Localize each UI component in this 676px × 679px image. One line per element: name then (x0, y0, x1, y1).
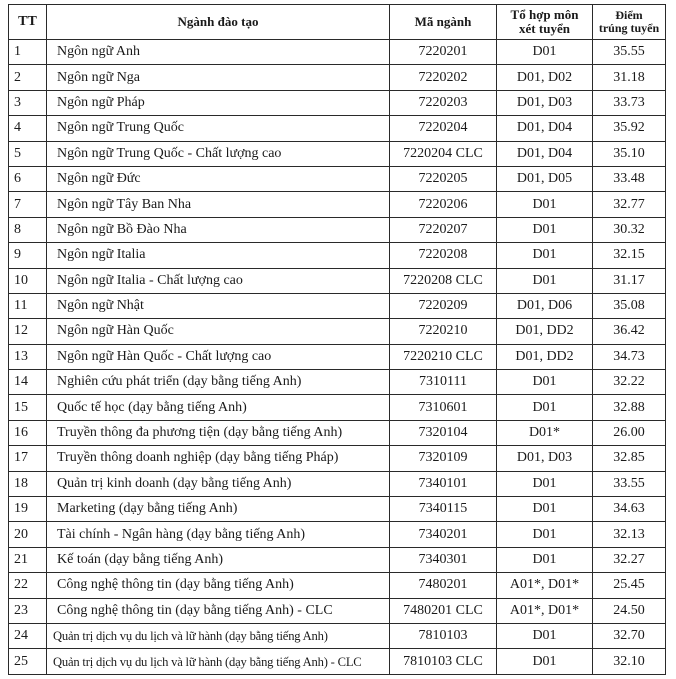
header-combo-line1: Tổ hợp môn (510, 7, 579, 22)
major-code: 7220207 (390, 217, 497, 242)
row-number: 12 (9, 319, 47, 344)
admission-score: 24.50 (593, 598, 666, 623)
major-name: Ngôn ngữ Nhật (47, 293, 390, 318)
major-name: Ngôn ngữ Tây Ban Nha (47, 192, 390, 217)
table-row (9, 446, 666, 471)
major-code: 7220202 (390, 65, 497, 90)
table-row (9, 344, 666, 369)
subject-combination: D01, DD2 (497, 319, 593, 344)
table-row (9, 395, 666, 420)
table-row (9, 598, 666, 623)
row-number: 14 (9, 370, 47, 395)
table-row (9, 547, 666, 572)
major-code: 7220204 (390, 116, 497, 141)
admission-score: 35.08 (593, 293, 666, 318)
subject-combination: D01, D03 (497, 446, 593, 471)
admission-score: 32.85 (593, 446, 666, 471)
major-name: Ngôn ngữ Bồ Đào Nha (47, 217, 390, 242)
subject-combination: D01, D04 (497, 116, 593, 141)
major-name: Quản trị dịch vụ du lịch và lữ hành (dạy bằng tiếng Anh) - CLC (47, 649, 390, 674)
major-code: 7480201 (390, 573, 497, 598)
table-row (9, 293, 666, 318)
row-number: 24 (9, 623, 47, 648)
table-row (9, 623, 666, 648)
admission-score: 33.73 (593, 90, 666, 115)
admission-score: 25.45 (593, 573, 666, 598)
table-row (9, 370, 666, 395)
row-number: 11 (9, 293, 47, 318)
row-number: 17 (9, 446, 47, 471)
major-code: 7220204 CLC (390, 141, 497, 166)
admission-score: 32.10 (593, 649, 666, 674)
major-name: Ngôn ngữ Italia (47, 243, 390, 268)
subject-combination: D01, D03 (497, 90, 593, 115)
major-name: Nghiên cứu phát triển (dạy bằng tiếng Anh) (47, 370, 390, 395)
admission-score: 32.27 (593, 547, 666, 572)
row-number: 23 (9, 598, 47, 623)
table-row (9, 166, 666, 191)
admission-score: 33.55 (593, 471, 666, 496)
row-number: 20 (9, 522, 47, 547)
table-row (9, 116, 666, 141)
table-row (9, 497, 666, 522)
row-number: 16 (9, 420, 47, 445)
admission-score: 32.22 (593, 370, 666, 395)
subject-combination: D01 (497, 649, 593, 674)
major-name: Ngôn ngữ Hàn Quốc (47, 319, 390, 344)
admission-score: 31.18 (593, 65, 666, 90)
major-code: 7220209 (390, 293, 497, 318)
subject-combination: D01, D02 (497, 65, 593, 90)
subject-combination: D01 (497, 40, 593, 65)
subject-combination: D01 (497, 497, 593, 522)
table-row (9, 573, 666, 598)
admission-score: 32.88 (593, 395, 666, 420)
subject-combination: D01 (497, 522, 593, 547)
subject-combination: D01, D06 (497, 293, 593, 318)
row-number: 19 (9, 497, 47, 522)
table-row (9, 90, 666, 115)
subject-combination: A01*, D01* (497, 598, 593, 623)
row-number: 18 (9, 471, 47, 496)
major-code: 7220203 (390, 90, 497, 115)
row-number: 7 (9, 192, 47, 217)
admission-score: 32.15 (593, 243, 666, 268)
major-code: 7320109 (390, 446, 497, 471)
major-code: 7480201 CLC (390, 598, 497, 623)
table-row (9, 649, 666, 674)
major-name: Ngôn ngữ Italia - Chất lượng cao (47, 268, 390, 293)
table-row (9, 40, 666, 65)
major-name: Quản trị dịch vụ du lịch và lữ hành (dạy bằng tiếng Anh) (47, 623, 390, 648)
header-combo (497, 5, 593, 40)
major-name: Marketing (dạy bằng tiếng Anh) (47, 497, 390, 522)
header-row (9, 5, 666, 40)
admission-score: 35.55 (593, 40, 666, 65)
row-number: 25 (9, 649, 47, 674)
admission-score: 32.13 (593, 522, 666, 547)
major-name: Ngôn ngữ Đức (47, 166, 390, 191)
row-number: 13 (9, 344, 47, 369)
table-row (9, 192, 666, 217)
major-code: 7220205 (390, 166, 497, 191)
subject-combination: D01, D04 (497, 141, 593, 166)
row-number: 10 (9, 268, 47, 293)
table-body (9, 40, 666, 675)
table-row (9, 471, 666, 496)
subject-combination: D01* (497, 420, 593, 445)
major-name: Quản trị kinh doanh (dạy bằng tiếng Anh) (47, 471, 390, 496)
major-name: Ngôn ngữ Anh (47, 40, 390, 65)
major-code: 7340101 (390, 471, 497, 496)
admission-score: 32.77 (593, 192, 666, 217)
subject-combination: D01 (497, 217, 593, 242)
header-score-line1: Điểm (615, 8, 643, 22)
row-number: 2 (9, 65, 47, 90)
table-row (9, 243, 666, 268)
subject-combination: D01, D05 (497, 166, 593, 191)
admission-score: 36.42 (593, 319, 666, 344)
row-number: 21 (9, 547, 47, 572)
subject-combination: D01 (497, 623, 593, 648)
major-name: Ngôn ngữ Hàn Quốc - Chất lượng cao (47, 344, 390, 369)
major-name: Ngôn ngữ Trung Quốc (47, 116, 390, 141)
major-code: 7320104 (390, 420, 497, 445)
major-code: 7220201 (390, 40, 497, 65)
header-combo-line2: xét tuyển (519, 21, 570, 36)
major-code: 7340201 (390, 522, 497, 547)
major-name: Quốc tế học (dạy bằng tiếng Anh) (47, 395, 390, 420)
major-code: 7220210 (390, 319, 497, 344)
row-number: 6 (9, 166, 47, 191)
admission-scores-table (8, 4, 666, 675)
admission-score: 35.10 (593, 141, 666, 166)
major-code: 7220206 (390, 192, 497, 217)
major-name: Truyền thông doanh nghiệp (dạy bằng tiếng Pháp) (47, 446, 390, 471)
admission-score: 32.70 (593, 623, 666, 648)
row-number: 4 (9, 116, 47, 141)
row-number: 5 (9, 141, 47, 166)
table-row (9, 141, 666, 166)
major-code: 7810103 CLC (390, 649, 497, 674)
major-code: 7340115 (390, 497, 497, 522)
major-name: Truyền thông đa phương tiện (dạy bằng tiếng Anh) (47, 420, 390, 445)
row-number: 15 (9, 395, 47, 420)
subject-combination: A01*, D01* (497, 573, 593, 598)
subject-combination: D01 (497, 547, 593, 572)
row-number: 22 (9, 573, 47, 598)
subject-combination: D01 (497, 370, 593, 395)
admission-score: 34.63 (593, 497, 666, 522)
row-number: 1 (9, 40, 47, 65)
subject-combination: D01 (497, 268, 593, 293)
major-code: 7220208 CLC (390, 268, 497, 293)
header-tt: TT (9, 5, 47, 40)
header-score-line2: trúng tuyển (598, 21, 660, 35)
table-row (9, 420, 666, 445)
major-name: Ngôn ngữ Nga (47, 65, 390, 90)
table-row (9, 217, 666, 242)
admission-score: 31.17 (593, 268, 666, 293)
row-number: 9 (9, 243, 47, 268)
major-name: Ngôn ngữ Trung Quốc - Chất lượng cao (47, 141, 390, 166)
admission-score: 33.48 (593, 166, 666, 191)
admission-score: 35.92 (593, 116, 666, 141)
major-name: Tài chính - Ngân hàng (dạy bằng tiếng Anh) (47, 522, 390, 547)
major-name: Công nghệ thông tin (dạy bằng tiếng Anh) - CLC (47, 598, 390, 623)
subject-combination: D01 (497, 395, 593, 420)
major-code: 7310601 (390, 395, 497, 420)
row-number: 3 (9, 90, 47, 115)
major-name: Công nghệ thông tin (dạy bằng tiếng Anh) (47, 573, 390, 598)
header-major: Ngành đào tạo (47, 5, 390, 40)
admission-score: 30.32 (593, 217, 666, 242)
major-name: Ngôn ngữ Pháp (47, 90, 390, 115)
subject-combination: D01 (497, 471, 593, 496)
table-row (9, 268, 666, 293)
major-code: 7810103 (390, 623, 497, 648)
admission-score: 26.00 (593, 420, 666, 445)
subject-combination: D01 (497, 192, 593, 217)
major-code: 7340301 (390, 547, 497, 572)
table-row (9, 65, 666, 90)
subject-combination: D01, DD2 (497, 344, 593, 369)
admission-score: 34.73 (593, 344, 666, 369)
subject-combination: D01 (497, 243, 593, 268)
major-code: 7220208 (390, 243, 497, 268)
header-code: Mã ngành (390, 5, 497, 40)
major-name: Kế toán (dạy bằng tiếng Anh) (47, 547, 390, 572)
table-row (9, 522, 666, 547)
table-row (9, 319, 666, 344)
major-code: 7220210 CLC (390, 344, 497, 369)
major-code: 7310111 (390, 370, 497, 395)
header-score (593, 5, 666, 40)
row-number: 8 (9, 217, 47, 242)
